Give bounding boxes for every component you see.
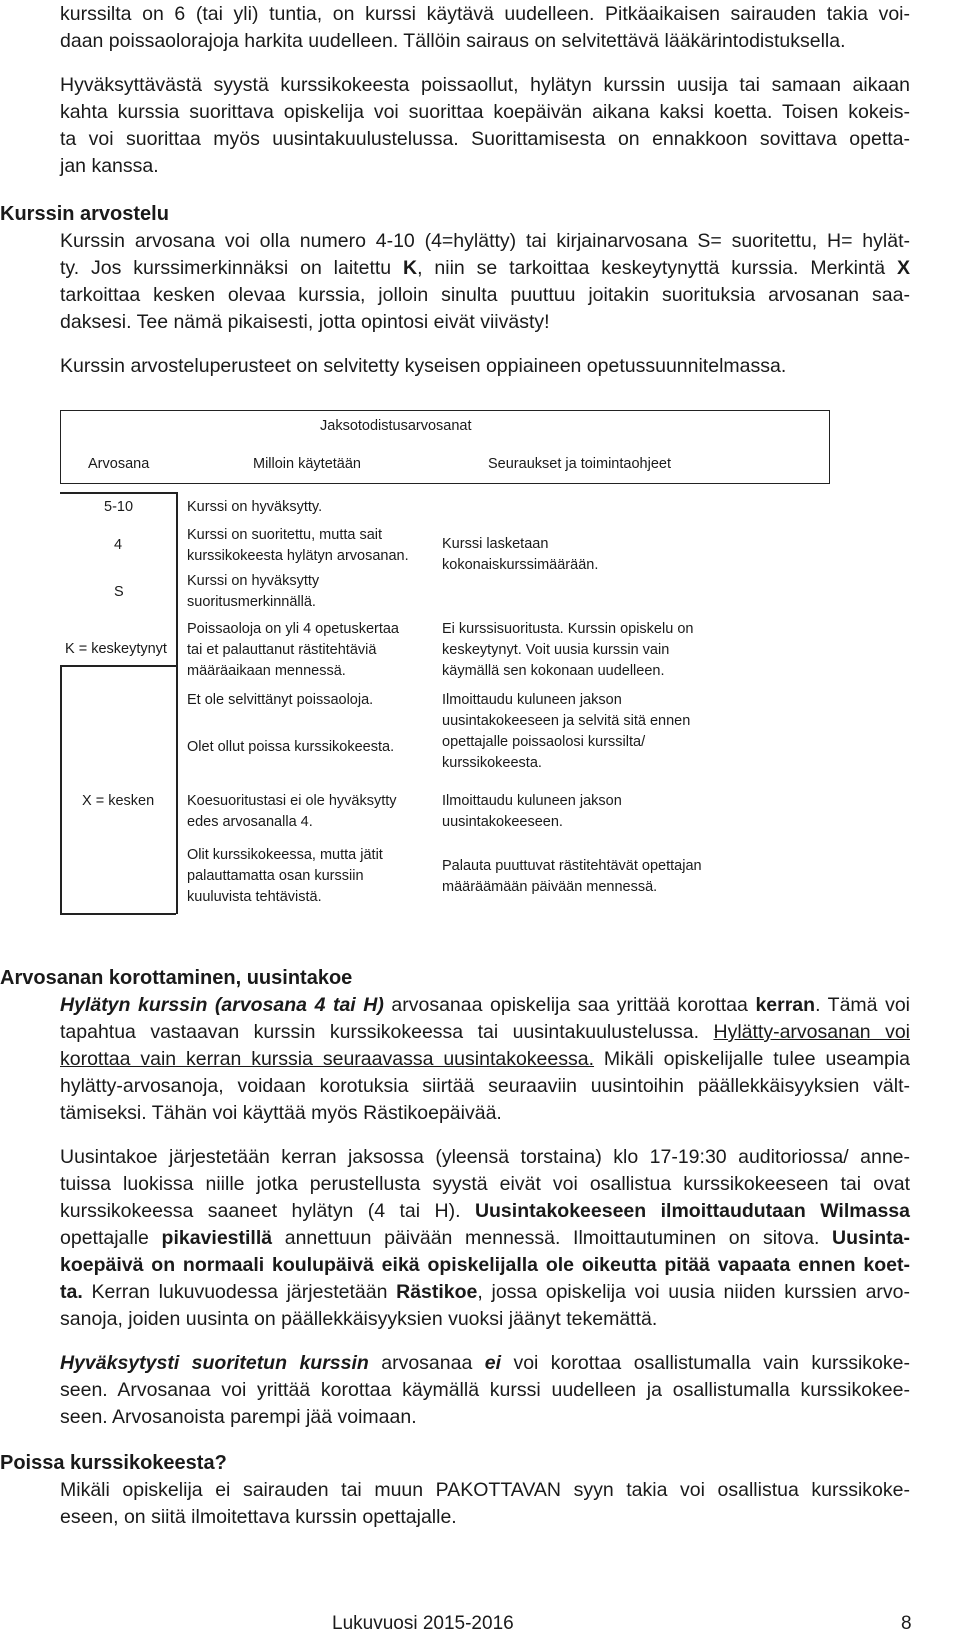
intro-p2-line-1: Hyväksyttävästä syystä kurssikokeesta poissaollut, hylätyn kurssin uusija tai samaan aikaan xyxy=(60,74,910,96)
when-s: Kurssi on hyväksytty suoritusmerkinnällä. xyxy=(187,573,320,610)
uusintakoe-line-2: tuissa luokissa niille jotka perustellusta syystä eivät voi osallistua kurssikokeeseen tai ovat xyxy=(60,1173,910,1195)
intro-p2-line-2: kahta kurssia suorittava opiskelija voi suorittaa koepäivän aikana kaksi koetta. Toisen kokeis- xyxy=(60,101,910,123)
poissa-heading: Poissa kurssikokeesta? xyxy=(0,1452,227,1474)
table-title: Jaksotodistusarvosanat xyxy=(320,418,472,434)
korottaminen-heading: Arvosanan korottaminen, uusintakoe xyxy=(0,967,353,989)
when-x-3: Koesuoritustasi ei ole hyväksytty edes arvosanalla 4. xyxy=(187,793,397,830)
arvostelu-line-3: tarkoittaa kesken olevaa kurssia, jolloin sinulta puuttuu joitakin suorituksia arvosanan saa- xyxy=(60,284,910,306)
result-4: Kurssi lasketaan kokonaiskurssimäärään. xyxy=(442,536,599,573)
grade-5-10: 5-10 xyxy=(104,499,134,515)
korottaminen-line-3: korottaa vain kerran kurssia seuraavassa uusintakokeessa. Mikäli opiskelijalle tulee useampia xyxy=(60,1048,910,1070)
grade-x: X = kesken xyxy=(82,793,155,809)
result-x-1: Ilmoittaudu kuluneen jakson uusintakokeeseen ja selvitä sitä ennen opettajalle poissaolosi kurssilta/ kurssikokeesta. xyxy=(442,692,691,771)
korottaminen-line-1: Hylätyn kurssin (arvosana 4 tai H) arvosanaa opiskelija saa yrittää korottaa kerran. Tämä voi xyxy=(60,994,910,1016)
grade-s: S xyxy=(114,584,124,600)
hyvaksytty-line-3: seen. Arvosanoista parempi jää voimaan. xyxy=(60,1406,417,1428)
uusintakoe-line-6: ta. Kerran lukuvuodessa järjestetään Rästikoe, jossa opiskelija voi uusia niiden kurssien arvo- xyxy=(60,1281,910,1303)
intro-p2-line-4: jan kanssa. xyxy=(60,155,159,177)
grid-line xyxy=(60,665,62,914)
arvostelu-p2: Kurssin arvosteluperusteet on selvitetty kyseisen oppiaineen opetussuunnitelmassa. xyxy=(60,355,787,377)
korottaminen-line-4: hylätty-arvosanoja, voidaan korotuksia siirtää seuraaviin uusintoihin päällekkäisyyksien vält- xyxy=(60,1075,910,1097)
intro-line-1: kurssilta on 6 (tai yli) tuntia, on kurssi käytävä uudelleen. Pitkäaikaisen sairauden takia voi- xyxy=(60,3,910,25)
hyvaksytty-line-2: seen. Arvosanaa voi yrittää korottaa käymällä kurssi uudelleen ja osallistumalla kurssikokee- xyxy=(60,1379,910,1401)
uusintakoe-line-5: koepäivä on normaali koulupäivä eikä opiskelijalla ole oikeutta pitää vapaata ennen koet- xyxy=(60,1254,910,1276)
intro-p2-line-3: ta voi suorittaa myös uusintakuulustelussa. Suorittamisesta on ennakkoon sovittava opetta- xyxy=(60,128,910,150)
col-header-seuraukset: Seuraukset ja toimintaohjeet xyxy=(488,456,671,472)
uusintakoe-line-4: opettajalle pikaviestillä annettuun päivään mennessä. Ilmoittautuminen on sitova. Uusinta- xyxy=(60,1227,910,1249)
when-k: Poissaoloja on yli 4 opetuskertaa tai et palauttanut rästitehtäviä määräaikaan mennessä. xyxy=(187,621,399,679)
grid-line xyxy=(176,492,178,914)
intro-line-2: daan poissaolorajoja harkita uudelleen. Tällöin sairaus on selvitettävä lääkärintodistuksella. xyxy=(60,30,846,52)
arvostelu-line-2: ty. Jos kurssimerkinnäksi on laitettu K, niin se tarkoittaa keskeytynyttä kurssia. Merkintä X xyxy=(60,257,910,279)
result-x-3: Ilmoittaudu kuluneen jakson uusintakokeeseen. xyxy=(442,793,622,830)
poissa-line-2: eseen, on siitä ilmoitettava kurssin opettajalle. xyxy=(60,1506,457,1528)
page-number: 8 xyxy=(901,1613,912,1634)
arvostelu-heading: Kurssin arvostelu xyxy=(0,203,169,225)
uusintakoe-line-1: Uusintakoe järjestetään kerran jaksossa (yleensä torstaina) klo 17-19:30 auditoriossa/ anne- xyxy=(60,1146,910,1168)
poissa-line-1: Mikäli opiskelija ei sairauden tai muun PAKOTTAVAN syyn takia voi osallistua kurssikoke- xyxy=(60,1479,910,1501)
when-x-1: Et ole selvittänyt poissaoloja. xyxy=(187,692,374,708)
grade-k: K = keskeytynyt xyxy=(65,641,167,657)
uusintakoe-line-3: kurssikokeessa saaneet hylätyn (4 tai H). Uusintakokeeseen ilmoittaudutaan Wilmassa xyxy=(60,1200,910,1222)
arvostelu-line-1: Kurssin arvosana voi olla numero 4-10 (4=hylätty) tai kirjainarvosana S= suoritettu, H= hylät- xyxy=(60,230,910,252)
when-5-10: Kurssi on hyväksytty. xyxy=(187,499,323,515)
grade-4: 4 xyxy=(114,537,123,553)
footer-year: Lukuvuosi 2015-2016 xyxy=(332,1613,514,1634)
col-header-arvosana: Arvosana xyxy=(88,456,150,472)
grid-line xyxy=(60,913,176,915)
uusintakoe-line-7: sanoja, joiden uusinta on päällekkäisyyksien vuoksi jäänyt tekemättä. xyxy=(60,1308,658,1330)
korottaminen-line-5: tämiseksi. Tähän voi käyttää myös Rästikoepäivää. xyxy=(60,1102,502,1124)
col-header-milloin: Milloin käytetään xyxy=(253,456,361,472)
result-x-4: Palauta puuttuvat rästitehtävät opettajan määräämään päivään mennessä. xyxy=(442,858,702,895)
when-x-2: Olet ollut poissa kurssikokeesta. xyxy=(187,739,395,755)
grid-line xyxy=(60,665,176,667)
grid-line xyxy=(60,492,176,494)
hyvaksytty-line-1: Hyväksytysti suoritetun kurssin arvosanaa ei voi korottaa osallistumalla vain kurssikoke- xyxy=(60,1352,910,1374)
korottaminen-line-2: tapahtua vastaavan kurssin kurssikokeessa tai uusintakuulustelussa. Hylätty-arvosanan voi xyxy=(60,1021,910,1043)
result-k: Ei kurssisuoritusta. Kurssin opiskelu on keskeytynyt. Voit uusia kurssin vain käymällä sen kokonaan uudelleen. xyxy=(442,621,694,679)
arvostelu-line-4: daksesi. Tee nämä pikaisesti, jotta opintosi eivät viivästy! xyxy=(60,311,550,333)
when-4: Kurssi on suoritettu, mutta sait kurssikokeesta hylätyn arvosanan. xyxy=(187,527,409,564)
when-x-4: Olit kurssikokeessa, mutta jätit palauttamatta osan kurssiin kuuluvista tehtävistä. xyxy=(187,847,383,905)
